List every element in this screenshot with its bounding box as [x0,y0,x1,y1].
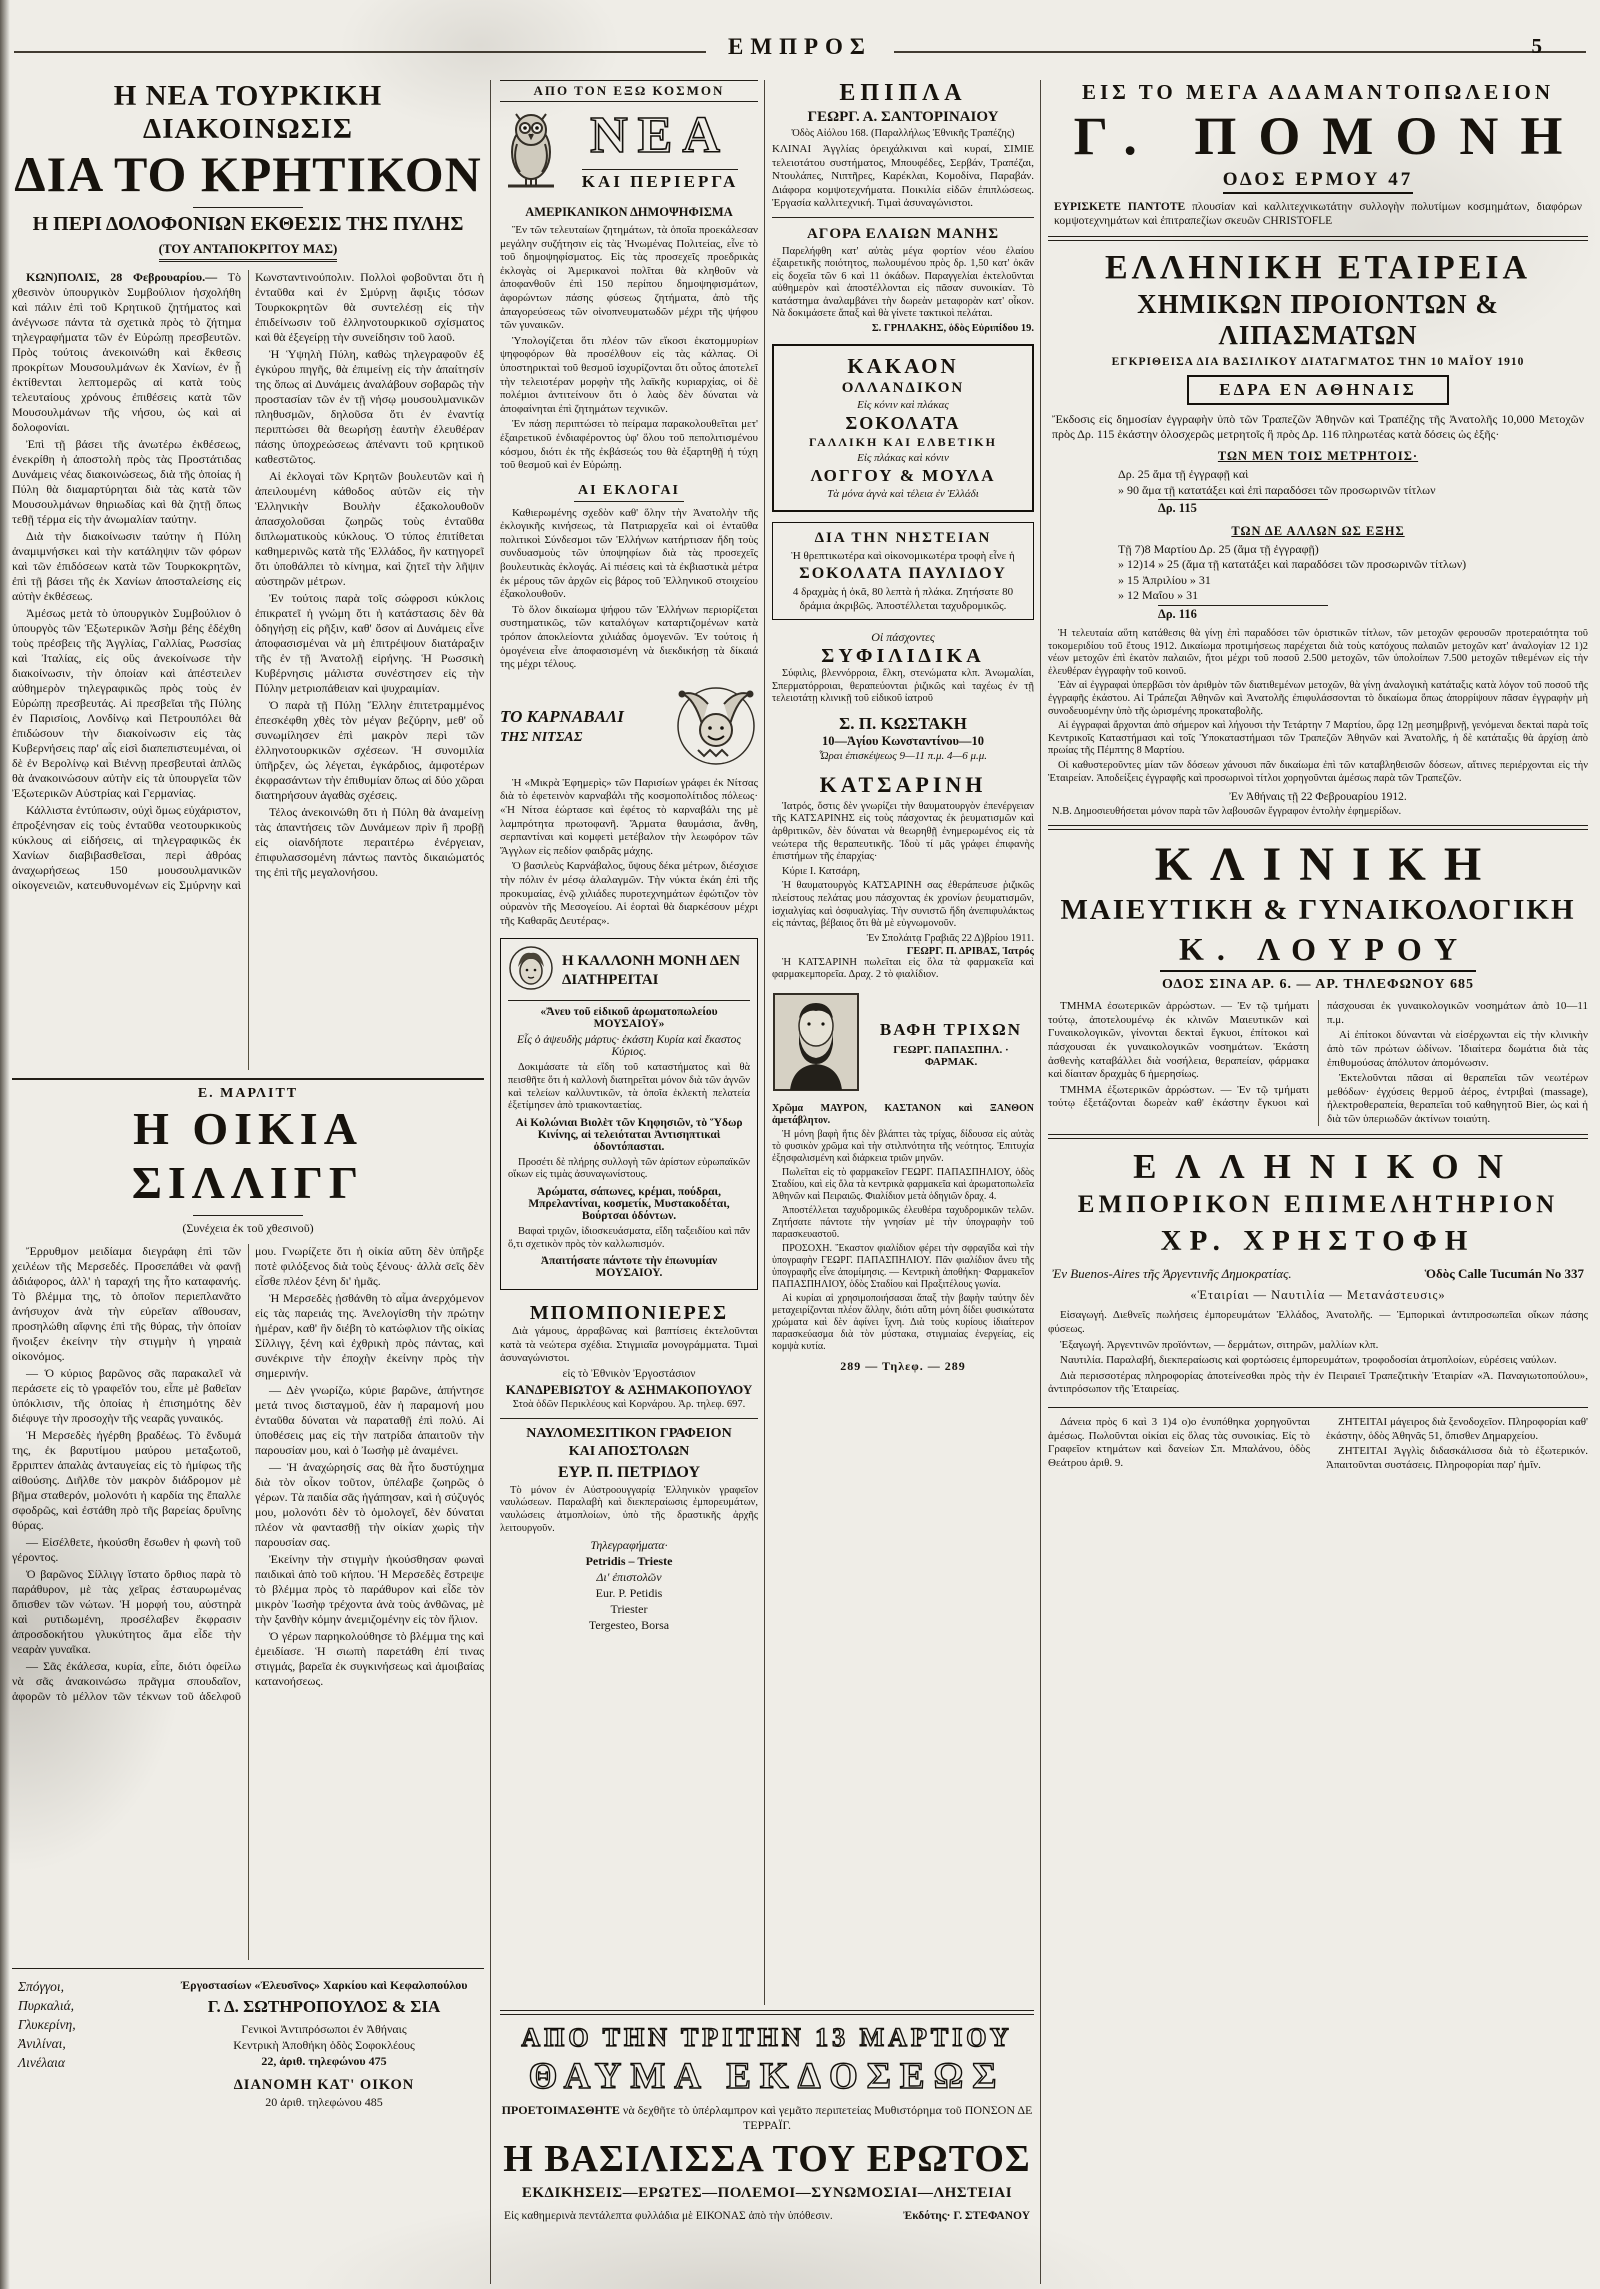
paragraph: Κάλλιστα ἐντύπωσιν, οὐχὶ ὅμως εὐχάριστον, ἐπροξένησαν εἰς τοὺς ἐνταῦθα νεοτουρκικοὺς κύκλους αἱ εἰδήσεις, αἱ τηλεγραφικῶς ἐκ Χανίων διαβιβασθεῖσαι, περὶ ἀθρόας ἀναχωρήσεως 150 μουσουλμανικῶν οἰκογενειῶν, κατευθυνομένων εἰς Σμύρνην καὶ Κωνσταντινούπολιν. Πολλοὶ φοβοῦνται ὅτι ἡ ἐνταῦθα καὶ ἐν Σμύρνῃ ἄφιξις τόσων Τουρκοκρητῶν θὰ συντελέσῃ εἰς τὴν ἐπιδείνωσιν τοῦ ἑλληνοτουρκικοῦ σχίσματος καὶ θὰ ἐξεγείρῃ τὴν συνείδησιν τοῦ λαοῦ. [12,270,484,892]
paragraph: Δοκιμάσατε τὰ εἴδη τοῦ καταστήματος καὶ θὰ πεισθῆτε ὅτι ἡ καλλονὴ διατηρεῖται μόνον διὰ τῶν ἁγνῶν καὶ τελείων καλλυντικῶν, τὰ ὁποῖα ἐκλεκτὴ πελατεία ἐξετίμησεν ἀπὸ τριακονταετίας. [508,1062,750,1112]
paragraph: Πωλεῖται εἰς τὸ φαρμακεῖον ΓΕΩΡΓ. ΠΑΠΑΣΠΗΛΙΟΥ, ὁδὸς Σταδίου, καὶ εἰς ὅλα τὰ κεντρικὰ φαρμακεῖα καὶ ἀρωματοπωλεῖα Ἀθηνῶν καὶ Πειραιῶς. Φιαλίδιον μετὰ ὁδηγιῶν δραχ. 4. [772,1166,1034,1202]
beauty-products: Αἱ Κολώνιαι Βιολὲτ τῶν Κηφησιῶν, τὸ Ὕδωρ Κινίνης, αἱ τελειόταται Ἀντισηπτικαὶ ὀδοντόπασται. [515,1116,743,1153]
article-headline-main: ΔΙΑ ΤΟ ΚΡΗΤΙΚΟΝ [14,146,482,202]
clinic-doctor-name: Κ. ΛΟΥΡΟΥ [1160,931,1476,972]
ad-hair-dye-subtitle: ΓΕΩΡΓ. ΠΑΠΑΣΠΗΛ. · ΦΑΡΜΑΚ. [893,1044,1009,1069]
chemical-approval: ΕΓΚΡΙΘΕΙΣΑ ΔΙΑ ΒΑΣΙΛΙΚΟΥ ΔΙΑΤΑΓΜΑΤΟΣ ΤΗΝ 10 ΜΑΪΟΥ 1910 [1111,356,1525,368]
paragraph: Βαφαὶ τριχῶν, ἰδιοσκευάσματα, εἴδη ταξειδίου καὶ πᾶν ὅ,τι σχετικὸν πρὸς τὸν καλλωπισμόν. [508,1225,750,1250]
ad-mousaiou-beauty [500,938,758,1290]
paragraph: Διὰ περισσοτέρας πληροφορίας ἀποτείνεσθαι πρὸς τὴν ἐν Πειραιεῖ Τραπεζιτικὴν Ἑταιρίαν «Ἀ. Παναγιωτοπούλου», ἀντιπρόσωπον τῆς Ἑταιρείας. [1048,1369,1588,1396]
paragraph: Ἡ «Μικρὰ Ἐφημερὶς» τῶν Παρισίων γράφει ἐκ Νίτσας διὰ τὸ ἐφετεινὸν καρναβάλι τῆς κοσμοπολίτιδος πόλεως· «Ἡ Νίτσα ἑώρτασε καὶ ἐφέτος τὸ καρναβάλι της μὲ λαμπρότητα πρωτοφανῆ. Ἅρματα θαυμάσια, ἄνθη, σερπαντίναι καὶ κομφετὶ μετέβαλον τὴν λεωφόρον τῶν Ἄγγλων εἰς πεδίον φαιδρᾶς μάχης. [500,776,758,857]
ad-shipping-name: ΕΥΡ. Π. ΠΕΤΡΙΔΟΥ [557,1463,700,1481]
paragraph: Ἐπὶ τῇ βάσει τῆς ἀνωτέρω ἐκθέσεως, ἐνεκρίθη ἡ ἀποστολὴ πρὸς τὰς Προστάτιδας Δυνάμεις νέας διακοινώσεως, διὰ τῆς ὁποίας ἡ Πύλη θὰ διαμαρτύρηται διὰ τὰς κατὰ τῶν Μουσουλμάνων θηριωδίας καὶ θὰ ζητῇ ὅπως τεθῇ τέρμα εἰς τὴν ἀνωμαλίαν ταύτην. [12,437,241,526]
paragraph: Αἱ ἐκλογαὶ τῶν Κρητῶν βουλευτῶν καὶ ἡ ἀπειλουμένη κάθοδος αὐτῶν εἰς τὴν Ἑλληνικὴν Βουλὴν ἐξακολουθοῦν ἀπασχολοῦσαι ζωηρῶς τοὺς ἐνταῦθα διπλωματικοὺς κύκλους. Ὁ τύπος ἐπιτίθεται καθημερινῶς κατὰ τῆς Ἑλλάδος, ἣν κατηγορεῖ ὅτι ὑποθάλπει τὸ κίνημα, καὶ ζητεῖ τὴν λῆψιν αὐστηρῶν μέτρων. [255,469,484,588]
paragraph: — Ἡ ἀναχώρησίς σας θὰ ἦτο δυστύχημα διὰ τὸν οἶκον τοῦτον, ὑπέλαβε ζωηρῶς ὁ γέρων. Τὰ παιδία σᾶς ἠγάπησαν, καὶ ἡ σύζυγός μου, μολονότι δὲν τὸ ὁμολογεῖ, δὲν δύναται πλέον νὰ φαντασθῇ τὴν οἰκίαν χωρὶς τὴν παρουσίαν σας. [255,1460,484,1549]
ad-bonbonnieres-title: ΜΠΟΜΠΟΝΙΕΡΕΣ [529,1302,729,1325]
promo-footer-left: Εἰς καθημερινὰ πεντάλεπτα φυλλάδια μὲ ΕΙΚΟΝΑΣ ἀπὸ τὴν ὑπόθεσιν. [504,2210,833,2222]
paragraph: Ὑπολογίζεται ὅτι πλέον τῶν εἴκοσι ἑκατομμυρίων ψηφοφόρων θὰ προσέλθουν εἰς τὰς κάλπας. Οἱ ὑποστηρικταὶ τοῦ θεσμοῦ ἰσχυρίζονται ὅτι οὗτος ἀποτελεῖ τὴν τελειοτέραν μορφὴν τῆς λαϊκῆς κυριαρχίας, οἱ δὲ πολέμιοι ἀντιτείνουν ὅτι ὁ λαὸς δὲν δύναται νὰ ἀποφαίνηται ἐπὶ ζητημάτων τεχνικῶν. [500,334,758,415]
paragraph: Ἓν τῶν τελευταίων ζητημάτων, τὰ ὁποῖα προεκάλεσαν μεγάλην συζήτησιν εἰς τὰς Ἡνωμένας Πολιτείας, εἶνε τὸ τοῦ δημοψηφίσματος. Εἰς τὰς προσεχεῖς προεδρικὰς ἐκλογὰς οἱ Ἀμερικανοὶ πολῖται θὰ κληθοῦν νὰ ἀποφανθοῦν ἐπὶ 150 περίπου δημοψηφισμάτων, ἀφορώντων πάσης φύσεως ζητήματα, ἀπὸ τῆς ἀπαγορεύσεως τῶν οἰνοπνευματωδῶν μέχρι τῆς ψήφου τῶν γυναικῶν. [500,224,758,332]
paragraph: Ὁ παρὰ τῇ Πύλῃ Ἕλλην ἐπιτετραμμένος ἐπεσκέφθη χθὲς τὸν μέγαν βεζύρην, μεθ' οὗ συνωμίλησεν ἐπὶ μακρὸν περὶ τῶν ἑλληνοτουρκικῶν σχέσεων. Ἡ συνομιλία ὑπῆρξεν, ὡς λέγεται, ἐγκάρδιος, ἀμφοτέρων ἐκφρασάντων τὴν ἐπιθυμίαν ὅπως αἱ δύο χῶραι διατηρήσουν ἀγαθὰς σχέσεις. [255,698,484,802]
terms-line: » 90 ἅμα τῇ κατατάξει καὶ ἐπὶ παραδόσει τῶν προσωρινῶν τίτλων [1118,482,1436,497]
chemical-title: ΕΛΛΗΝΙΚΗ ΕΤΑΙΡΕΙΑ [1104,249,1532,286]
ad-line: 4 δραχμὰς ἡ ὀκᾶ, 80 λεπτὰ ἡ πλάκα. Ζητήσατε 80 δράμια ἀκριβῶς. Ἀποστέλλεται ταχυδρομικῶς. [792,586,1014,612]
newspaper-title: ΕΜΠΡΟΣ [706,34,894,60]
ad-agora-signature: Σ. ΓΡΗΛΑΚΗΣ, ὁδὸς Εὐριπίδου 19. [871,323,1034,335]
chemical-issue-text: Ἔκδοσις εἰς δημοσίαν ἐγγραφὴν ὑπὸ τῶν Τραπεζῶν Ἀθηνῶν καὶ Τραπέζης τῆς Ἀνατολῆς 10,000 Μετοχῶν πρὸς Δρ. 115 ἑκάστην ὁλοσχερῶς μετρητοῖς ἢ πρὸς Δρ. 116 πληρωτέας κατὰ δόσεις ὡς ἑξῆς· [1052,412,1584,441]
svg-text:ΝΕΑ: ΝΕΑ [590,107,730,164]
contact-label: Τηλεγραφήματα· [590,1538,668,1553]
promo-publisher: Ἐκδότης· Γ. ΣΤΕΦΑΝΟΥ [902,2210,1030,2222]
paragraph: Ὁ βαρῶνος Σίλλιγγ ἵστατο ὄρθιος παρὰ τὸ παράθυρον, μὲ τὰς χεῖρας ἐσταυρωμένας ὄπισθεν τῶν νώτων. Ἡ μορφή του, αὐστηρὰ καὶ ρυτιδωμένη, προσέλαβεν ἔκφρασιν ἀπροσδοκήτου γλυκύτητος ἅμα εἶδε τὴν νεαρὰν γυναῖκα. [12,1567,241,1656]
phone-line: 289 — Τηλεφ. — 289 [840,1358,966,1373]
product-item: Ἀνιλίναι, [18,2036,66,2051]
ad-hair-dye [772,992,1034,1097]
paragraph: ΤΜΗΜΑ ἐξωτερικῶν ἀρρώστων. — Ἐν τῷ τμήματι τούτῳ ἐξετάζονται δωρεὰν καθ' ἑκάστην ἔγκυοι καὶ πάσχουσαι ἐκ γυναικολογικῶν νοσημάτων ἀπὸ 10—11 π.μ. [1048,1000,1588,1110]
page-edge-shadow [0,0,10,2289]
ad-line: ΔΙΑ ΤΗΝ ΝΗΣΤΕΙΑΝ [814,530,992,547]
contact-value: Triester [610,1602,648,1617]
paragraph: Ἡ Μερσεδὲς ἠγέρθη βραδέως. Τὸ ἔνδυμά της, ἐκ βαρυτίμου μαύρου μεταξωτοῦ, ἔρριπτεν ἀπαλὰς ἀνταυγείας εἰς τὸ ἡμίφως τῆς αἰθούσης. Διῆλθε τὸν μακρὸν διάδρομον μὲ βῆμα σταθερόν, μολονότι ἡ καρδία της ἔπαλλε σφοδρῶς, καὶ ἐστάθη πρὸ τῆς βαρείας δρυΐνης θύρας. [12,1428,241,1532]
nea-masthead [500,106,758,197]
paragraph: Τὸ ὅλον δικαίωμα ψήφου τῶν Ἑλλήνων περιορίζεται συστηματικῶς, τῶν καταλόγων καταρτιζομένων κατὰ τρόπον ἀποκλείοντα χιλιάδας ὁμογενῶν. Ἐν τούτοις ἡ ὁμογένεια εἶνε ἀποφασισμένη νὰ διεκδικήσῃ τὰ δίκαιά της μέχρι τέλους. [500,603,758,671]
ad-brand: ΣΟΚΟΛΑΤΑ ΠΑΥΛΙΔΟΥ [799,565,1007,583]
paragraph: Διὰ γάμους, ἀρραβῶνας καὶ βαπτίσεις ἐκτελοῦνται κατὰ τὰ νεώτερα σχέδια. Στιγμιαῖα μονογράμματα. Τιμαὶ ἀσυναγώνιστοι. [500,1325,758,1365]
beauty-face-icon [508,945,554,996]
paragraph: Ἀποστέλλεται ταχυδρομικῶς ἐλευθέρα ταχυδρομικῶν τελῶν. Ζητήσατε πάντοτε τὴν γνησίαν μὲ τὴν ὑπογραφὴν τοῦ παρασκευαστοῦ. [772,1204,1034,1240]
ad-hair-dye-body [772,1103,1034,1353]
paragraph: Καθιερωμένης σχεδὸν καθ' ὅλην τὴν Ἀνατολὴν τῆς ἐκλογικῆς κινήσεως, τὰ Πατριαρχεῖα καὶ οἱ ἐνταῦθα πολιτικοὶ Σύνδεσμοι τῶν Ἑλλήνων κατήρτισαν ἤδη τοὺς συνδυασμοὺς τῶν ὑποψηφίων διὰ τὰς προσεχεῖς βουλευτικὰς ἐκλογάς. Αἱ πιέσεις καὶ τὰ ἐκβιαστικὰ μέτρα ἐκ μέρους τῶν ἀρχῶν εἰς βάρος τοῦ Ἑλληνικοῦ στοιχείου ἐξακολουθοῦν. [500,506,758,601]
testimonial-date: Ἐν Σπολάιτᾳ Γραβιᾶς 22 Δ)βρίου 1911. [866,932,1034,944]
promo-footer [500,2210,1034,2222]
ad-clinic-kostaki [772,630,1034,762]
chemical-title2: ΧΗΜΙΚΩΝ ΠΡΟΙΟΝΤΩΝ & ΛΙΠΑΣΜΑΤΩΝ [1137,289,1499,350]
column-ads [772,80,1034,2005]
terms-line: » 12)14 » 25 (ἅμα τῇ κατατάξει καὶ παραδόσει τῶν προσωρινῶν τίτλων) [1118,557,1467,571]
chemical-seat: ΕΔΡΑ ΕΝ ΑΘΗΝΑΙΣ [1187,375,1448,405]
terms-total: Δρ. 116 [1158,605,1328,623]
divider [193,1215,303,1216]
ad-pomoni-intro: ΕΙΣ ΤΟ ΜΕΓΑ ΑΔΑΜΑΝΤΟΠΩΛΕΙΟΝ [1081,80,1554,104]
subhead-american-referendum: ΑΜΕΡΙΚΑΝΙΚΟΝ ΔΗΜΟΨΗΦΙΣΜΑ [525,205,733,219]
ad-address: Στοὰ ὁδῶν Περικλέους καὶ Κορνάρου. Ἀρ. τηλεφ. 697. [512,1398,746,1410]
product-item: Σπόγγοι, [18,1979,65,1994]
paragraph: Αἱ κυρίαι αἱ χρησιμοποιήσασαι ἅπαξ τὴν βαφὴν ταύτην δὲν μεταχειρίζονται πλέον ἄλλην, διότι αὕτη μόνη δίδει φυσικώτατα χρώματα καὶ δὲν ἀφίνει ἴχνη. Διὰ τοὺς κυρίους ἰδιαίτερον παρασκεύασμα διὰ τὸν μύστακα, στιγμιαίας ἐνεργείας, εἰς κομψὰ κυτία. [772,1292,1034,1352]
divider [1048,236,1588,241]
ad-shipping-title: ΝΑΥΛΟΜΕΣΙΤΙΚΟΝ ΓΡΑΦΕΙΟΝ [526,1425,732,1441]
divider [574,501,684,502]
clinic-address: ΟΔΟΣ ΣΙΝΑ ΑΡ. 6. — ΑΡ. ΤΗΛΕΦΩΝΟΥ 685 [1161,977,1475,993]
terms-line: » 15 Ἀπριλίου » 31 [1118,572,1211,587]
paragraph: Ἔρρυθμον μειδίαμα διεγράφη ἐπὶ τῶν χειλέων τῆς Μερσεδές. Προσεπάθει νὰ φανῇ ἀδιάφορος, ἀλλ' ἡ ταραχή της ἦτο καταφανής. Τὸ βλέμμα της, τὸ ὁποῖον περιεπλανᾶτο ἀνήσυχον ἀνὰ τὴν εὐρεῖαν αἴθουσαν, προσηλώθη αἴφνης ἐπὶ τῆς θύρας, τὴν ὁποίαν ἤνοιξεν ἐκείνην τὴν στιγμὴν ἡ γηραιὰ οἰκονόμος. [12,1244,241,1363]
product-list [12,1977,152,2110]
ad-factories: Ἐργοστασίων «Ἐλευσῖνος» Χαρκίου καὶ Κεφαλοπούλου [180,1978,468,1992]
divider [1048,825,1588,830]
column-news [500,80,758,2005]
ad-line: Εἰς κόνιν καὶ πλάκας [857,399,949,412]
column-left [12,80,484,2284]
ad-line: ΟΛΛΑΝΔΙΚΟΝ [841,380,965,397]
clinic-body [1048,1000,1588,1126]
clinic-title: ΚΛΙΝΙΚΗ [1154,838,1500,892]
ad-chemical-company [1048,249,1588,817]
ad-pomoni-name: Γ. ΠΟΜΟΝΗ [1073,106,1585,166]
ad-company-name: ΚΑΝΔΡΕΒΙΩΤΟΥ & ΑΣΗΜΑΚΟΠΟΥΛΟΥ [505,1381,753,1397]
classified-ad: ΖΗΤΕΙΤΑΙ μάγειρος διὰ ξενοδοχεῖον. Πληροφορίαι καθ' ἑκάστην, ὁδὸς Ἀθηνᾶς 51, ὄπισθεν Δημαρχείου. [1326,1416,1588,1442]
ad-chamber-christofi [1048,1147,1588,1397]
beauty-footer: Ἀπαιτήσατε πάντοτε τὴν ἐπωνυμίαν ΜΟΥΣΑΙΟΥ. [540,1255,718,1280]
byline: (ΤΟΥ ΑΝΤΑΠΟΚΡΙΤΟΥ ΜΑΣ) [12,240,484,262]
paragraph: Ἡ τελευταία αὕτη κατάθεσις θὰ γίνῃ ἐπὶ παραδόσει τῶν ὁριστικῶν τίτλων, τῶν μετοχῶν φερουσῶν προτεραιότητα τοῦ τοκομεριδίου τοῦ ἔτους 1912. Δικαίωμα προτιμήσεως παρέχεται διὰ τοὺς κατόχους παλαιῶν μετοχῶν κατ' ἀναλογίαν 12 1)2 νέων μετοχῶν ἐπὶ ἑκατὸν παλαιῶν, ἤτοι μέχρι τοῦ ποσοῦ 2.500 μετοχῶν, τῶν ὑπολοίπων 7.500 μετοχῶν τιθεμένων εἰς τὴν ἐλευθέραν ἐγγραφὴν τοῦ κοινοῦ. [1048,628,1588,677]
ad-pomoni [1048,80,1588,228]
visiting-hours: Ὧραι ἐπισκέψεως 9—11 π.μ. 4—6 μ.μ. [818,749,988,762]
ad-pomoni-address: ΟΔΟΣ ΕΡΜΟΥ 47 [1223,169,1414,194]
product-item: Πυρκαλιά, [18,1998,75,2013]
ad-cacao-box [772,344,1034,512]
terms-line: » 12 Μαΐου » 31 [1118,588,1199,602]
divider [500,2010,1034,2015]
jester-icon [674,680,758,773]
ad-line: ΚΑΚΑΟΝ [847,354,959,379]
elections-body [500,507,758,672]
article-body [12,270,484,1070]
serial-novel-header [12,1078,484,1236]
paragraph: Χρῶμα ΜΑΥΡΟΝ, ΚΑΣΤΑΝΟΝ καὶ ΞΑΝΘΟΝ ἀμετάβλητον. [772,1102,1034,1126]
ad-epipla-address: Ὁδὸς Αἰόλου 168. (Παραλλήλως Ἐθνικῆς Τραπέζης) [791,128,1015,139]
paragraph: Αἱ ἐγγραφαὶ ἄρχονται ἀπὸ σήμερον καὶ λήγουσι τὴν Τετάρτην 7 Μαρτίου, ὥρᾳ 12ῃ μεσημβρινῇ, γενόμεναι δεκταὶ παρὰ τοῖς Κεντρικοῖς Καταστήμασι καὶ τοῖς Ὑποκαταστήμασι τῶν Τραπεζῶν Ἀθηνῶν καὶ Ἀνατολῆς, ἡ δὲ κατάταξις θὰ ἀρχίσῃ ἀπὸ πρωίας τῆς Πέμπτης 8 Μαρτίου. [1048,720,1588,757]
ad-sotiropoulos [12,1968,484,2110]
paragraph: Σύφιλις, βλεννόρροια, ἕλκη, στενώματα κλπ. Ἀνωμαλίαι, Σπερματόρροιαι, θεραπεύονται ῥιζικῶς καὶ ταχέως ἐν τῇ τελειοτάτῃ κλινικῇ τοῦ εἰδικοῦ ἰατροῦ [772,668,1034,705]
paragraph: Παρελήφθη κατ' αὐτὰς μέγα φορτίον νέου ἐλαίου ἐξαιρετικῆς ποιότητος, πωλουμένου πρὸς δρ. 1,50 κατ' ὀκᾶν εἰς δοχεῖα τῶν 6 καὶ 11 ὀκάδων. Παραγγελίαι ἐκτελοῦνται αὐθημερὸν καὶ ἀποστέλλονται εἰς πᾶσαν συνοικίαν. Τὸ κατάστημα ἀναλαμβάνει τὴν δωρεὰν μεταφορὰν κατ' οἶκον. Νὰ δοκιμάσετε ἅπαξ καὶ θὰ γίνετε τακτικοὶ πελάται. [772,245,1034,320]
column-rule [1040,80,1041,2284]
paragraph: Ὁ βασιλεὺς Καρνάβαλος, ὕψους δέκα μέτρων, διέσχισε τὴν πόλιν ἐν μέσῳ ἀλαλαγμῶν. Τὴν νύκτα ἐκάη ἐπὶ τῆς προκυμαίας, ἐνῷ χιλιάδες πυροτεχνημάτων ἐφώτιζον τὸν οὐρανὸν τῆς Μεσογείου. Αἱ ἑορταὶ θὰ διαρκέσουν μέχρι τῆς Καθαρᾶς Δευτέρας». [500,860,758,927]
ad-shipping-title2: ΚΑΙ ΑΠΟΣΤΟΛΩΝ [568,1443,690,1459]
cash-terms [1118,467,1518,517]
ad-brand: ΛΟΓΓΟΥ & ΜΟΥΛΑ [810,466,996,486]
ad-line: Ἡ θρεπτικωτέρα καὶ οἰκονομικωτέρα τροφὴ εἶνε ἡ [791,550,1015,563]
ad-line: Κεντρικὴ Ἀποθήκη ὁδὸς Σοφοκλέους [233,2038,415,2052]
paragraph: Κύριε Ι. Κατσάρη, [782,865,861,877]
contact-value: Petridis – Trieste [585,1554,673,1569]
divider [193,207,303,208]
ad-line: ΓΑΛΛΙΚΗ ΚΑΙ ΕΛΒΕΤΙΚΗ [809,435,997,450]
terms-line: Τῇ 7)8 Μαρτίου Δρ. 25 (ἅμα τῇ ἐγγραφῇ) [1118,541,1319,556]
section-kicker: ΑΠΟ ΤΟΝ ΕΞΩ ΚΟΣΜΟΝ [500,80,758,102]
doctor-address: 10—Ἁγίου Κωνσταντίνου—10 [822,733,984,748]
nea-display-text [570,106,750,164]
ad-line: 22, ἀριθ. τηλεφώνου 475 [261,2054,387,2068]
paragraph: Ναυτιλία. Παραλαβή, διεκπεραίωσις καὶ φορτώσεις ἐμπορευμάτων, τροφοδοσίαι ἀτμοπλοίων, εὑρέσεις ναύλων. [1060,1354,1557,1367]
ad-intro: Οἱ πάσχοντες [871,630,935,645]
paragraph: Ἐν πάσῃ περιπτώσει τὸ πείραμα παρακολουθεῖται μετ' ἐξαιρετικοῦ ἐνδιαφέροντος ὑφ' ὅλου τοῦ πεπολιτισμένου κόσμου, διότι ἐκ τῆς ἐκβάσεώς του θὰ ἐξαρτηθῇ ἡ τύχη τοῦ θεσμοῦ καὶ ἐν Εὐρώπῃ. [500,418,758,472]
paragraph: ΠΡΟΣΟΧΗ. Ἕκαστον φιαλίδιον φέρει τὴν σφραγῖδα καὶ τὴν ὑπογραφὴν ΓΕΩΡΓ. ΠΑΠΑΣΠΗΛΙΟΥ. Πᾶν φιαλίδιον ἄνευ τῆς ὑπογραφῆς εἶνε ἀπομίμησις. — Κεντρικὴ ἀποθήκη· Φαρμακεῖον ΠΑΠΑΣΠΗΛΙΟΥ, ὁδὸς Σταδίου καὶ Πραξιτέλους γωνία. [772,1242,1034,1290]
paragraph: — Σᾶς ἐκάλεσα, κυρία, εἶπε, διότι ὀφείλω νὰ σᾶς ἀνακοινώσω πρᾶγμα σπουδαῖον, ἀφορῶν τὸ μέλλον τῶν τέκνων τοῦ ἀδελφοῦ μου. Γνωρίζετε ὅτι ἡ οἰκία αὕτη δὲν ὑπῆρξε ποτὲ φιλόξενος διὰ τοὺς ξένους· ἀλλὰ σεῖς δὲν εἶσθε πλέον ξένη δι' ἡμᾶς. [12,1244,484,1703]
carnival-body [500,777,758,929]
promo-announcement: ΠΡΟΕΤΟΙΜΑΣΘΗΤΕ νὰ δεχθῆτε τὸ ὑπέρλαμπρον καὶ γεμᾶτο περιπετείας Μυθιστόρημα τοῦ ΠΟΝΣΟΝ ΔΕ ΤΕΡΡΑΪΓ. [501,2103,1033,2132]
paragraph: Ἡ ΚΑΤΣΑΡΙΝΗ πωλεῖται εἰς ὅλα τὰ φαρμακεῖα καὶ φαρμακεμπορεῖα. Δραχ. 2 τὸ φιαλίδιον. [772,956,1034,981]
ad-pomoni-body: ΕΥΡΙΣΚΕΤΕ ΠΑΝΤΟΤΕ πλουσίαν καὶ καλλιτεχνικωτάτην συλλογὴν πολυτίμων κοσμημάτων, διαφόρων κομψοτεχνημάτων καὶ ἐπιτραπεζίων σκευῶν CHRISTOFLE [1054,201,1582,227]
ad-title: ΣΥΦΙΛΙΔΙΚΑ [821,645,985,668]
ad-pavlidou-box [772,522,1034,620]
paragraph: Εἰσαγωγή. Διεθνεῖς πωλήσεις ἐμπορευμάτων Ἑλλάδος, Ἀνατολῆς. — Ἐμπορικαὶ ἀντιπροσωπεῖαι οἴκων πάσης φύσεως. [1048,1309,1588,1336]
paragraph: Προσέτι δὲ πλήρης συλλογὴ τῶν ἀρίστων εὐρωπαϊκῶν οἴκων εἰς τιμὰς ἀσυναγωνίστους. [508,1156,750,1181]
ad-delivery: ΔΙΑΝΟΜΗ ΚΑΤ' ΟΙΚΟΝ [233,2077,415,2093]
chemical-nb: Ν.Β. Δημοσιευθήσεται μόνον παρὰ τῶν λαβουσῶν ἔγγραφον ἐντολὴν ἐφημερίδων. [1052,806,1402,818]
kai-perierga-title: ΚΑΙ ΠΕΡΙΕΡΓΑ [582,169,739,192]
serial-promo-block [500,2010,1034,2284]
novel-body [12,1244,484,1960]
carnival-title: ΤΟ ΚΑΡΝΑΒΑΛΙ [500,706,624,726]
ad-agora-elaion [772,226,1034,335]
ad-hair-dye-title: ΒΑΦΗ ΤΡΙΧΩΝ [879,1020,1023,1040]
beauty-line: Εἷς ὁ ἀψευδὴς μάρτυς· ἑκάστη Κυρία καὶ ἕκαστος Κύριος. [516,1034,742,1059]
paragraph: Ἀμέσως μετὰ τὸ ὑπουργικὸν Συμβούλιον ὁ ὑπουργὸς τῶν Ἐξωτερικῶν Ἀσὴμ βέης ἐδέχθη τοὺς πρέσβεις τῆς Ἀγγλίας, Γαλλίας, Ρωσσίας καὶ Ἰταλίας, εἰς οὓς ἀνεκοίνωσε τὴν διακοίνωσιν, τὴν ὁποίαν καὶ ἀπέστειλεν αὐθημερὸν τηλεγραφικῶς πρὸς τοὺς ἐν Εὐρώπῃ πρεσβευτάς. Αἱ πρεσβεῖαι τῆς Πύλης ἐν Παρισίοις, Λονδίνῳ καὶ Πετρουπόλει θὰ ἐπιδώσουν τὴν διακοίνωσιν εἰς τὰς Κυβερνήσεις παρ' αἷς εἰσὶ διαπεπιστευμέναι, οἱ δὲ ἐν Βερολίνῳ καὶ Βιέννῃ πρεσβευταὶ ἁπλῶς θὰ ἀνακοινώσουν αὐτὴν εἰς τὰ ὑπουργεῖα τῶν Ἐξωτερικῶν Αὐστρίας καὶ Γερμανίας. [12,606,241,800]
classified-loans: Δάνεια πρὸς 6 καὶ 3 1)4 ο)ο ἐνυπόθηκα χορηγοῦνται ἀμέσως. Πωλοῦνται οἰκίαι εἰς ὅλας τὰς συνοικίας. Εἰς τὸ Γραφεῖον κτημάτων καὶ δανείων Σπ. Μπαλάνου, ὁδὸς Θεάτρου ἀριθ. 9. [1048,1416,1310,1469]
paragraph: — Εἰσέλθετε, ἠκούσθη ἔσωθεν ἡ φωνὴ τοῦ γέροντος. [12,1535,241,1564]
divider [500,1418,758,1419]
divider [1048,1134,1588,1139]
paragraph: ΚΩΝ)ΠΟΛΙΣ, 28 Φεβρουαρίου.— Τὸ χθεσινὸν ὑπουργικὸν Συμβούλιον ἠσχολήθη καὶ πάλιν ἐπὶ τοῦ Κρητικοῦ ζητήματος καὶ ἀνέγνωσε πάντα τὰ σχετικὰ πρὸς τὸ ζήτημα τηλεγραφήματα τῶν ἐν Εὐρώπῃ πρεσβευτῶν. Πρὸς τούτοις ἀνεκοινώθη καὶ ἔκθεσις προκρίτων Μουσουλμάνων ἐκ Χανίων, ἐν ᾗ ἐκτίθενται λεπτομερῶς αἱ κατὰ τοὺς τελευταίους χρόνους ἐπιθέσεις κατὰ τῶν Μουσουλμάνων τῆς νήσου, ὡς καὶ αἱ δολοφονίαι. [12,270,241,434]
page-number: 5 [1531,34,1542,58]
promo-date-line: ΑΠΟ ΤΗΝ ΤΡΙΤΗΝ 13 ΜΑΡΤΙΟΥ [521,2023,1013,2052]
promo-novel-title: Η ΒΑΣΙΛΙΣΣΑ ΤΟΥ ΕΡΩΤΟΣ [503,2138,1031,2180]
portrait-icon [772,992,860,1097]
article-headline-top: Η ΝΕΑ ΤΟΥΡΚΙΚΗ ΔΙΑΚΟΙΝΩΣΙΣ [113,80,383,145]
paragraph: Ἡ Ὑψηλὴ Πύλη, καθὼς τηλεγραφοῦν ἐξ ἐγκύρου πηγῆς, θὰ ἐπιμείνῃ εἰς τὴν ἀπαίτησίν της ὅπως αἱ Δυνάμεις ἀναλάβουν σοβαρῶς τὴν προστασίαν τῶν ἐν τῇ νήσῳ μουσουλμανικῶν πληθυσμῶν, δηλοῦσα ὅτι ἐν ἐναντίᾳ περιπτώσει θὰ θεωρήσῃ ἑαυτὴν ἐλευθέραν πάσης ὑποχρεώσεως ἀπέναντι τοῦ κρητικοῦ καθεστῶτος. [255,347,484,466]
cash-terms-header: ΤΩΝ ΜΕΝ ΤΟΙΣ ΜΕΤΡΗΤΟΙΣ· [1217,449,1419,463]
paragraph: — Δὲν γνωρίζω, κύριε βαρῶνε, ἀπήντησε μετά τινος δισταγμοῦ, ἐὰν ἡ παραμονή μου ἐνταῦθα δύναται νὰ παραταθῇ ἐπὶ πολύ. Αἱ ὑποθέσεις μας εἰς τὴν πατρίδα ἀπαιτοῦν τὴν παρουσίαν μου, καὶ ὁ Ἰωσὴφ μὲ ἀναμένει. [255,1383,484,1457]
paragraph: Οἱ καθυστεροῦντες μίαν τῶν δόσεων χάνουσι πᾶν δικαίωμα ἐπὶ τῶν καταβληθεισῶν δόσεων, αἵτινες περιέρχονται εἰς τὴν Ἑταιρείαν. Ἀποδείξεις ἐγγραφῆς καὶ προσωρινοὶ τίτλοι χορηγοῦνται ἀμέσως παρὰ τῶν Τραπεζῶν. [1048,759,1588,784]
novel-continuation-note: (Συνέχεια ἐκ τοῦ χθεσινοῦ) [182,1221,314,1235]
paragraph: Ἐξαγωγή. Ἀργεντινῶν προϊόντων, — δερμάτων, σιτηρῶν, μαλλίων κλπ. [1060,1338,1379,1351]
column-right-ads [1048,80,1588,2284]
clinic-title2: ΜΑΙΕΥΤΙΚΗ & ΓΥΝΑΙΚΟΛΟΓΙΚΗ [1060,894,1576,927]
paragraph: Τέλος ἀνεκοινώθη ὅτι ἡ Πύλη θὰ ἀναμείνῃ τὰς ἀπαντήσεις τῶν Δυνάμεων πρὶν ἢ προβῇ εἰς οἱανδήποτε περαιτέρω ἐνέργειαν, ἐπιφυλασσομένη πάντως παντὸς δικαιώματός της ἐπὶ τῆς μεγαλονήσου. [255,805,484,879]
terms-line: Δρ. 25 ἅμα τῇ ἐγγραφῇ καὶ [1118,467,1249,481]
carnival-header [500,680,758,773]
news-body [500,224,758,473]
ad-company-name: Γ. Δ. ΣΩΤΗΡΟΠΟΥΛΟΣ & ΣΙΑ [207,1997,441,2016]
classified-ad: ΖΗΤΕΙΤΑΙ Ἀγγλὶς διδασκάλισσα διὰ τὸ ἐξωτερικόν. Ἀπαιτοῦνται συστάσεις. Πληροφορίαι παρ' ἡμῖν. [1326,1445,1588,1471]
contact-label: Δι' ἐπιστολῶν [596,1570,662,1585]
installment-terms [1118,542,1518,623]
paragraph: Ἐν τούτοις παρὰ τοῖς σώφροσι κύκλοις ἐπικρατεῖ ἡ γνώμη ὅτι ἡ κατάστασις δὲν θὰ ὁδηγήσῃ εἰς ρῆξιν, καθ' ὅσον αἱ Δυνάμεις εἶνε ἀποφασισμέναι νὰ μὴ ἐπιτρέψουν διατάραξιν τῆς ἐν τῇ Ἀνατολῇ εἰρήνης. Ἡ Ρωσσικὴ Κυβέρνησις μάλιστα συνέστησεν εἰς τὴν Πύλην μετριοπάθειαν καὶ ψυχραιμίαν. [255,591,484,695]
chamber-location: Ἐν Buenos-Aires τῆς Ἀργεντινῆς Δημοκρατίας. [1052,1266,1292,1282]
ad-line: Τὰ μόνα ἁγνὰ καὶ τέλεια ἐν Ἑλλάδι [827,488,979,501]
chemical-date: Ἐν Ἀθήναις τῇ 22 Φεβρουαρίου 1912. [1229,791,1407,804]
ad-katsarini [772,772,1034,982]
promo-banner: ΘΑΥΜΑ ΕΚΔΟΣΕΩΣ [528,2056,1006,2097]
product-item: Λινέλαια [18,2055,65,2070]
novel-author: Ε. ΜΑΡΛΙΤΤ [197,1086,299,1101]
subhead-elections: ΑΙ ΕΚΛΟΓΑΙ [577,482,681,498]
chamber-name: ΧΡ. ΧΡΗΣΤΟΦΗ [1160,1225,1476,1258]
paragraph: Ἡ Μερσεδὲς ᾐσθάνθη τὸ αἷμα ἀνερχόμενον εἰς τὰς παρειάς της. Ἀνελογίσθη τὴν πρώτην ἡμέραν, καθ' ἣν διέβη τὸ κατώφλιον τῆς οἰκίας Σίλλιγγ, ξένη καὶ ἐχθρικὴ πρὸς πάντας, καὶ συνέκρινε τὴν ἐποχὴν ἐκείνην πρὸς τὴν σημερινήν. [255,1291,484,1380]
paragraph: — Ὁ κύριος βαρῶνος σᾶς παρακαλεῖ νὰ περάσετε εἰς τὸ γραφεῖόν του, εἶπε μὲ βαθεῖαν ὑπόκλισιν, τῆς ὁποίας ἡ ἐπισημότης δὲν διέφυγε τὴν προσοχὴν τῆς νεαρᾶς γυναικός. [12,1366,241,1425]
chamber-title2: ΕΜΠΟΡΙΚΟΝ ΕΠΙΜΕΛΗΤΗΡΙΟΝ [1077,1191,1559,1219]
contact-value: Eur. P. Petidis [595,1586,663,1601]
beauty-line: «Ἄνευ τοῦ εἰδικοῦ ἀρωματοπωλείου ΜΟΥΣΑΙΟΥ» [540,1006,718,1031]
ad-line: εἰς τὸ Ἐθνικὸν Ἐργοστάσιον [562,1367,696,1380]
ad-clinic-lourou [1048,838,1588,1126]
ad-agora-title: ΑΓΟΡΑ ΕΛΑΙΩΝ ΜΑΝΗΣ [806,225,1000,242]
chamber-body [1048,1309,1588,1397]
ad-epipla-body: ΚΛΙΝΑΙ Ἀγγλίας ὀρειχάλκιναι καὶ κυραί, ΣΙΜΙΕ τελειοτάτου συστήματος, Μπουφέδες, Σερβάν, Τραπέζαι, Ντουλάπες, Νιπτῆρες, Καρέκλαι, Κομοδίνα, Παραβάν. Διάφορα κομψοτεχνήματα. Ποικιλία εἰδῶν ἐπιπλώσεως. Ἐργασία καλλιτεχνική. Τιμαὶ ἀσυναγώνιστοι. [772,143,1034,209]
paragraph: Ἐὰν αἱ ἐγγραφαὶ ὑπερβῶσι τὸν ἀριθμὸν τῶν διατιθεμένων μετοχῶν, θὰ γίνῃ ἀναλογικὴ κατάταξις κατὰ λόγον τοῦ ποσοῦ τῆς ἐγγραφῆς ἑκάστου. Αἱ Τράπεζαι Ἀθηνῶν καὶ Ἀνατολῆς ἐπιφυλάσσονται τὸ δικαίωμα ὅπως ἀπορρίψουν πᾶσαν ἐγγραφὴν μὴ συνοδευομένην ὑπὸ τῆς ὡρισμένης προκαταβολῆς. [1048,680,1588,717]
ad-line: 20 ἀριθ. τηλεφώνου 485 [265,2095,383,2109]
promo-subtitle: ΕΚΔΙΚΗΣΕΙΣ—ΕΡΩΤΕΣ—ΠΟΛΕΜΟΙ—ΣΥΝΩΜΟΣΙΑΙ—ΛΗΣΤΕΙΑΙ [521,2185,1013,2201]
paragraph: Ἐκτελοῦνται πᾶσαι αἱ θεραπεῖαι τῶν νεωτέρων μεθόδων· ἐγχύσεις θερμοῦ ἀέρος, ἐντριβαὶ (massage), ἠλεκτροθεραπεία, θεραπεῖαι τοῦ καθηγητοῦ Bier, ὡς καὶ ἡ διὰ τῶν ὑπεριωδῶν ἀκτίνων τοιαύτη. [1327,1072,1588,1125]
paragraph: Ὁ γέρων παρηκολούθησε τὸ βλέμμα της καὶ ἐμειδίασε. Ἡ σιωπὴ παρετάθη ἐπί τινας στιγμάς, βαρεῖα ἐκ συγκινήσεως καὶ ἀμοιβαίας κατανοήσεως. [255,1629,484,1688]
paragraph: Ἰατρός, ὅστις δὲν γνωρίζει τὴν θαυματουργὸν ἐπενέργειαν τῆς ΚΑΤΣΑΡΙΝΗΣ εἰς τοὺς πάσχοντας ἐκ ῥευματισμῶν καὶ ἀρθριτικῶν, δὲν δύναται νὰ θεωρηθῇ ἐνημερωμένος εἰς τὰ νεώτερα τῆς θεραπευτικῆς. Ἰδοὺ τί μᾶς γράφει ἐπιφανὴς ἐπιστήμων τῆς ἐπαρχίας· [772,800,1034,863]
novel-title: Η ΟΙΚΙΑ ΣΙΛΛΙΓΓ [131,1103,365,1208]
carnival-subtitle: ΤΗΣ ΝΙΤΣΑΣ [500,729,583,745]
ad-line: Γενικοὶ Ἀντιπρόσωποι ἐν Ἀθήναις [241,2022,407,2036]
masthead [0,34,1600,60]
installment-terms-header: ΤΩΝ ΔΕ ΑΛΛΩΝ ΩΣ ΕΞΗΣ [1231,523,1405,538]
ad-epipla [772,80,1034,218]
ad-line: Εἰς πλάκας καὶ κόνιν [857,452,949,465]
paragraph: Ἡ θαυματουργὸς ΚΑΤΣΑΡΙΝΗ σας ἐθεράπευσε ῥιζικῶς πλείστους πελάτας μου πάσχοντας ἐκ χρονίων ῥευματισμῶν, ἰσχιαλγίας καὶ ὀσφυαλγίας. Τὴν συνιστῶ ἤδη ἀνεπιφυλάκτως εἰς πάντας, βέβαιος ὅτι θὰ μὲ εὐγνωμονοῦν. [772,880,1034,930]
product-item: Γλυκερίνη, [18,2017,76,2032]
article-subhead: Η ΠΕΡΙ ΔΟΛΟΦΟΝΙΩΝ ΕΚΘΕΣΙΣ ΤΗΣ ΠΥΛΗΣ [32,213,464,235]
chamber-sections: «Ἑταιρίαι — Ναυτιλία — Μετανάστευσις» [1190,1288,1446,1303]
contact-value: Tergesteo, Borsa [588,1618,670,1633]
column-rule [764,80,765,2005]
paragraph: Τὸ μόνον ἐν Αὐστροουγγαρίᾳ Ἑλληνικὸν γραφεῖον ναυλώσεων. Παραλαβὴ καὶ διεκπεραίωσις ἐμπορευμάτων, ναυλώσεις ἀτμοπλοίων, ὑπὸ τῆς δραστικῆς ἀρχῆς λειτουργοῦν. [500,1484,758,1534]
paragraph: Ἡ μόνη βαφὴ ἥτις δὲν βλάπτει τὰς τρίχας, δίδουσα εἰς αὐτὰς τὸ φυσικὸν χρῶμα καὶ τὴν στιλπνότητα τῆς νεότητος. Ἐπιτυχία ἐξησφαλισμένη καὶ διάρκεια τριῶν μηνῶν. [772,1128,1034,1164]
paragraph: Διὰ τὴν διακοίνωσιν ταύτην ἡ Πύλη ἀναμιμνήσκει καὶ τὴν κατάληψιν τῶν φόρων καὶ τῶν ἐπιδόσεων κατὰ τῶν Τουρκοκρητῶν, ἐπὶ τῇ βάσει τῆς ἐκ Χανίων ἀποσταλείσης εἰς αὐτὴν ἐκθέσεως. [12,529,241,603]
ad-line: ΣΟΚΟΛΑΤΑ [845,413,961,434]
chamber-address: Ὁδὸς Calle Tucumán No 337 [1424,1266,1584,1282]
ad-epipla-name: ΓΕΩΡΓ. Α. ΣΑΝΤΟΡΙΝΑΙΟΥ [807,109,999,125]
ad-epipla-title: ΕΠΙΠΛΑ [839,80,967,106]
beauty-products: Ἀρώματα, σάπωνες, κρέμαι, πούδραι, Μπρελαντίναι, κοσμετίκ, Μυστακοδέται, Βούρτσαι ὀδόντων. [528,1185,730,1222]
classified-ads [1048,1407,1588,1474]
chamber-title: ΕΛΛΗΝΙΚΟΝ [1133,1147,1522,1187]
doctor-name: Σ. Π. ΚΩΣΤΑΚΗ [839,713,967,733]
paragraph: Ἐκείνην τὴν στιγμὴν ἠκούσθησαν φωναὶ παιδικαὶ ἀπὸ τοῦ κήπου. Ἡ Μερσεδὲς ἔστρεψε τὸ βλέμμα πρὸς τὸ παράθυρον καὶ εἶδε τὸν μικρὸν Ἰωσὴφ τρέχοντα ἀνὰ τοὺς ἀνθῶνας, μὲ τὴν ξανθὴν κόμην ἀνεμιζομένην εἰς τὸν ἥλιον. [255,1552,484,1626]
paragraph: Αἱ ἐπίτοκοι δύνανται νὰ εἰσέρχωνται εἰς τὴν κλινικὴν ἀπὸ τῶν πρώτων ὠδίνων. Ἰδιαίτερα δωμάτια διὰ τὰς ἐπιθυμούσας ἀπόλυτον ἀπομόνωσιν. [1327,1029,1588,1069]
terms-total: Δρ. 115 [1158,499,1328,517]
testimonial-signature: ΓΕΩΡΓ. Π. ΔΡΙΒΑΣ, Ἰατρός [906,945,1034,957]
paragraph: ΤΜΗΜΑ ἐσωτερικῶν ἀρρώστων. — Ἐν τῷ τμήματι τούτῳ, ἀποτελουμένῳ ἐκ κλινῶν Μαιευτικῶν καὶ Γυναικολογικῶν, γίνονται δεκταὶ ἔγκυοι, ἐπίτοκοι καὶ πάσχουσαι ἐκ γυναικολογικῶν νοσημάτων. Ἑκάστη ἀσθενὴς καταβάλλει διὰ νοσήλεια, θεραπείαν, φάρμακα καὶ δίαιταν δραχμὰς 6 ἡμερησίως. [1048,1000,1309,1081]
beauty-ad-title: Η ΚΑΛΛΟΝΗ ΜΟΝΗ ΔΕΝ ΔΙΑΤΗΡΕΙΤΑΙ [562,952,740,988]
owl-icon [500,106,562,197]
ad-katsarini-title: ΚΑΤΣΑΡΙΝΗ [819,771,987,797]
column-rule [490,80,491,2284]
